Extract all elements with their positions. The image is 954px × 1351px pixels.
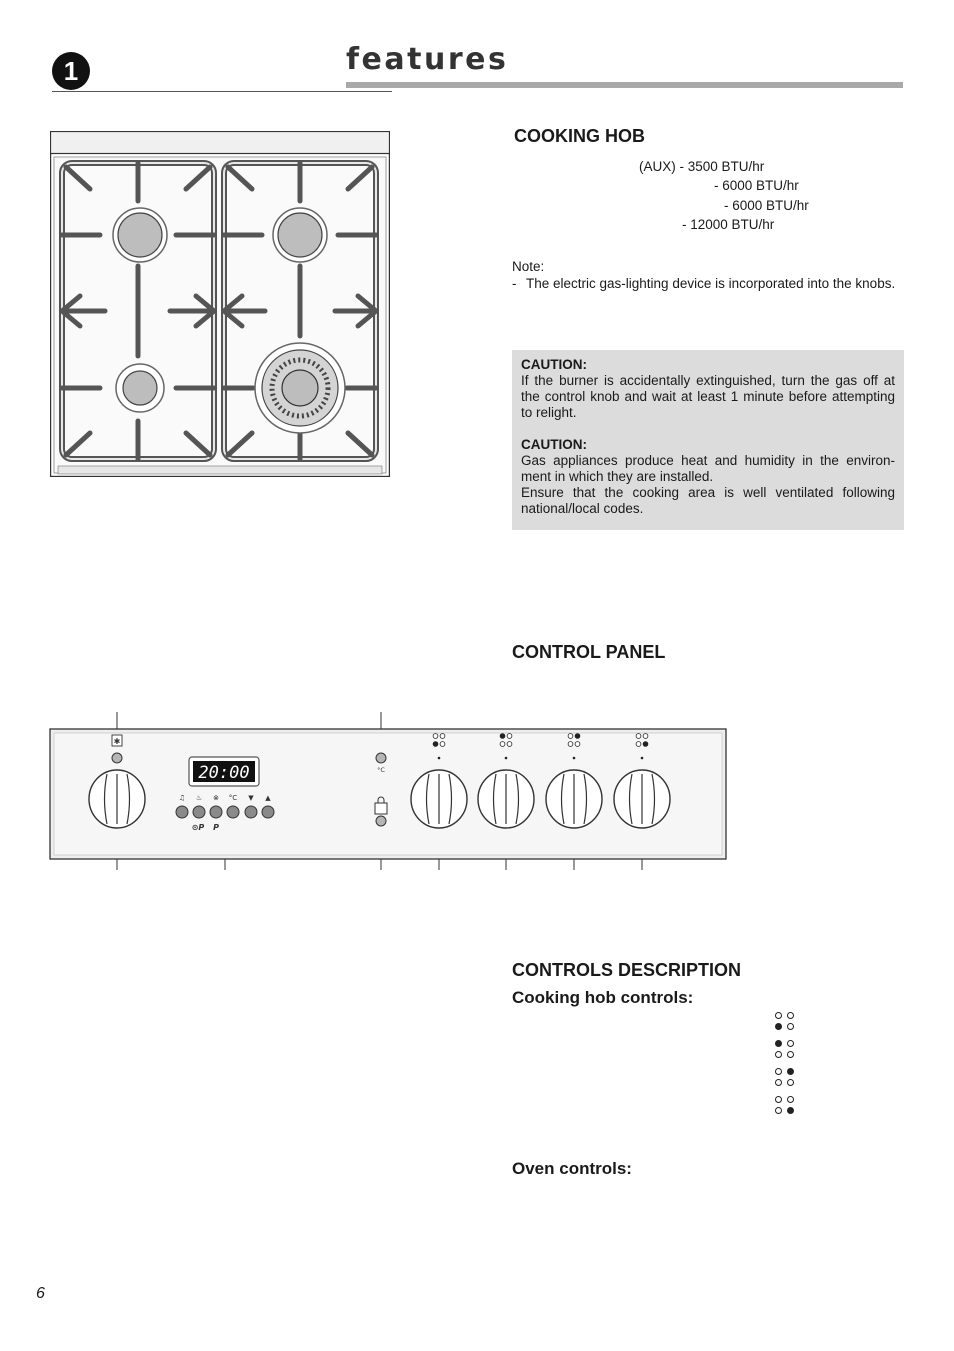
indicator-dot: [775, 1096, 782, 1103]
indicator-dot: [643, 734, 648, 739]
indicator-dot: [787, 1079, 794, 1086]
indicator-dot: [787, 1023, 794, 1030]
hob-controls-heading: Cooking hob controls:: [512, 988, 694, 1007]
indicator-dot: [643, 742, 648, 747]
burner-knob-3[interactable]: [546, 770, 602, 828]
burner-knob-4[interactable]: [614, 770, 670, 828]
page-title: features: [346, 42, 509, 77]
indicator-dot: [440, 734, 445, 739]
burner-indicator-icon: [775, 1096, 797, 1118]
knob-position-mark: [438, 757, 441, 760]
indicator-dot: [433, 742, 438, 747]
note-text: [512, 275, 904, 292]
oven-function-knob[interactable]: [89, 770, 145, 828]
key-symbol-minus: ▼: [248, 794, 254, 802]
burner-knob-1[interactable]: [411, 770, 467, 828]
indicator-dot: [636, 734, 641, 739]
burner-indicator-icon: [775, 1068, 797, 1090]
indicator-dot: [507, 742, 512, 747]
indicator-dot: [775, 1040, 782, 1047]
indicator-dot: [775, 1012, 782, 1019]
controls-description-heading: CONTROLS DESCRIPTION: [512, 960, 742, 980]
indicator-dot: [787, 1068, 794, 1075]
indicator-dot: [787, 1040, 794, 1047]
control-panel-illustration: [48, 712, 730, 872]
knob-position-mark: [573, 757, 576, 760]
note-dash: -: [512, 276, 517, 291]
burner-indicator-icon: [775, 1012, 797, 1034]
indicator-dot: [775, 1068, 782, 1075]
key-symbol-bell: ♫: [178, 794, 186, 802]
caution-text-1: If the burner is accidentally extinguished, turn the gas off at the control knob and wait at least 1 minute before attempting to relight.: [521, 373, 895, 420]
note-body: The electric gas-lighting device is incorporated into the knobs.: [526, 276, 896, 291]
burner-knob-2[interactable]: [478, 770, 534, 828]
celsius-label: °C: [377, 766, 385, 774]
key-symbol-cooking: ♨: [195, 794, 203, 802]
knob-position-mark: [505, 757, 508, 760]
indicator-dot: [433, 734, 438, 739]
burner-indicator-icon: [775, 1040, 797, 1062]
indicator-dot: [500, 734, 505, 739]
indicator-dot: [775, 1023, 782, 1030]
caution-title-2: CAUTION:: [521, 437, 587, 452]
caution-text-2a: Gas appliances produce heat and humidity in the environ-ment in which they are installed.: [521, 453, 895, 484]
caution-title-1: CAUTION:: [521, 357, 587, 372]
svg-text:✱: ✱: [113, 737, 121, 746]
clock-display: 20:00: [198, 763, 250, 783]
burner-indicator-legend: [775, 1012, 799, 1122]
indicator-dot: [787, 1051, 794, 1058]
indicator-dot: [787, 1012, 794, 1019]
chapter-number-badge: 1: [52, 52, 90, 90]
knob-position-mark: [641, 757, 644, 760]
control-panel-heading: CONTROL PANEL: [512, 642, 666, 662]
prog-label-1: ⊙P: [191, 823, 205, 832]
indicator-dot: [568, 742, 573, 747]
indicator-dot: [787, 1107, 794, 1114]
indicator-dot: [568, 734, 573, 739]
note-label: Note:: [512, 259, 545, 274]
indicator-dot: [775, 1107, 782, 1114]
burner-spec-aux: (AUX) - 3500 BTU/hr: [639, 159, 765, 174]
burner-spec-4: - 12000 BTU/hr: [682, 217, 775, 232]
prog-label-2: P: [213, 823, 219, 832]
indicator-dot: [775, 1079, 782, 1086]
key-symbol-temp: °C: [228, 794, 238, 802]
caution-text-2b: Ensure that the cooking area is well ventilated following national/local codes.: [521, 485, 895, 516]
indicator-dot: [575, 734, 580, 739]
page-number: 6: [36, 1285, 45, 1302]
indicator-dot: [575, 742, 580, 747]
key-symbol-end: ⊗: [213, 794, 219, 802]
indicator-dot: [636, 742, 641, 747]
burner-spec-3: - 6000 BTU/hr: [724, 198, 809, 213]
caution-box: [512, 350, 904, 530]
indicator-dot: [440, 742, 445, 747]
header-rule-right: [346, 82, 903, 88]
cooking-hob-heading: COOKING HOB: [514, 126, 646, 146]
oven-controls-heading: Oven controls:: [512, 1159, 632, 1178]
burner-spec-2: - 6000 BTU/hr: [714, 178, 799, 193]
indicator-dot: [500, 742, 505, 747]
indicator-dot: [775, 1051, 782, 1058]
indicator-dot: [507, 734, 512, 739]
indicator-dot: [787, 1096, 794, 1103]
key-symbol-plus: ▲: [265, 794, 271, 802]
header-rule-left: [52, 91, 392, 92]
cooking-hob-illustration: [50, 131, 390, 477]
